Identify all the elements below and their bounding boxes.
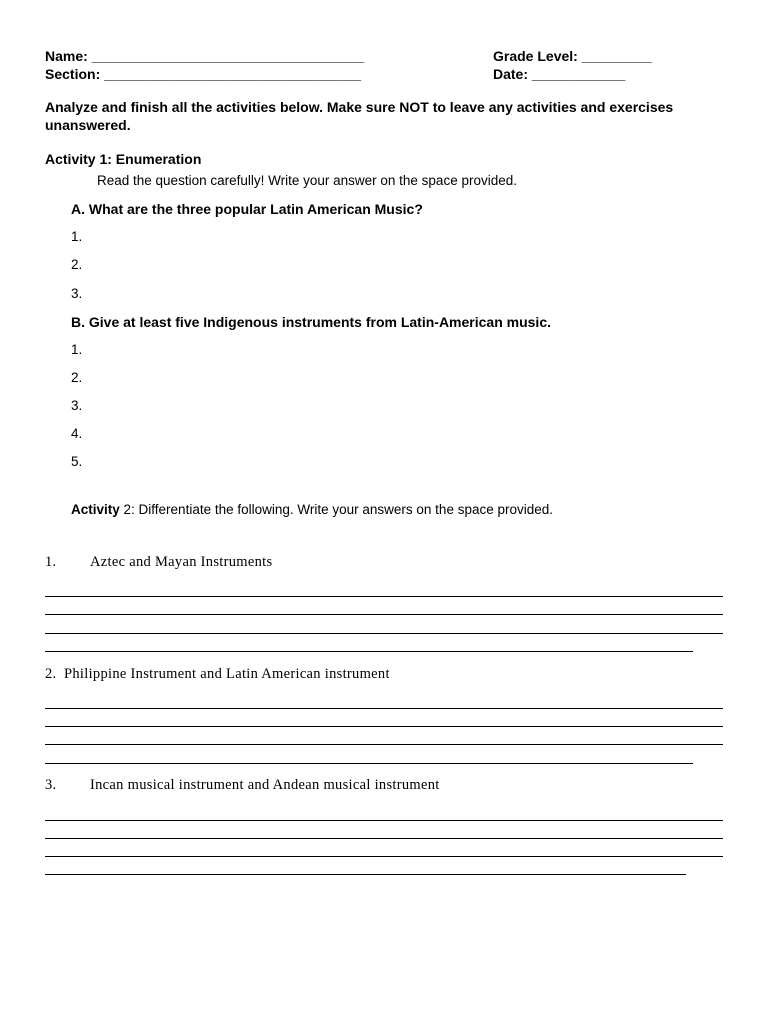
activity-1-direction: Read the question carefully! Write your answer on the space provided.	[97, 173, 517, 188]
activity-2-item-1-number: 1.	[45, 554, 57, 570]
part-b-question: B. Give at least five Indigenous instruments from Latin-American music.	[71, 314, 551, 330]
part-b-item-5: 5.	[71, 454, 83, 469]
answer-line[interactable]	[45, 633, 723, 634]
answer-line[interactable]	[45, 651, 693, 652]
activity-2-title-bold: Activity	[71, 502, 120, 517]
activity-2-item-2-text: Philippine Instrument and Latin American instrument	[64, 666, 390, 682]
instructions-line-1: Analyze and finish all the activities below. Make sure NOT to leave any activities and exercises	[45, 99, 674, 115]
answer-line[interactable]	[45, 596, 723, 597]
part-a-question: A. What are the three popular Latin American Music?	[71, 201, 423, 217]
activity-1-title: Activity 1: Enumeration	[45, 151, 202, 167]
grade-level-field-label: Grade Level: _________	[493, 48, 652, 64]
activity-2-item-3-number: 3.	[45, 777, 57, 793]
part-b-item-4: 4.	[71, 426, 83, 441]
answer-line[interactable]	[45, 708, 723, 709]
answer-line[interactable]	[45, 820, 723, 821]
part-a-item-3: 3.	[71, 286, 83, 301]
activity-2-item-2-number: 2.	[45, 666, 57, 682]
part-b-item-3: 3.	[71, 398, 83, 413]
answer-line[interactable]	[45, 838, 723, 839]
part-b-item-2: 2.	[71, 370, 83, 385]
activity-2-title	[71, 502, 553, 517]
date-field-label: Date: ____________	[493, 66, 626, 82]
answer-line[interactable]	[45, 744, 723, 745]
part-a-item-2: 2.	[71, 257, 83, 272]
part-a-item-1: 1.	[71, 229, 83, 244]
name-field-label: Name: ___________________________________	[45, 48, 365, 64]
answer-line[interactable]	[45, 874, 686, 875]
answer-line[interactable]	[45, 763, 693, 764]
activity-2-item-3-text: Incan musical instrument and Andean musical instrument	[90, 777, 440, 793]
part-b-item-1: 1.	[71, 342, 83, 357]
instructions-line-2: unanswered.	[45, 117, 131, 133]
answer-line[interactable]	[45, 614, 723, 615]
answer-line[interactable]	[45, 726, 723, 727]
activity-2-title-rest: 2: Differentiate the following. Write your answers on the space provided.	[119, 502, 554, 517]
answer-line[interactable]	[45, 856, 723, 857]
section-field-label: Section: _________________________________	[45, 66, 362, 82]
activity-2-item-1-text: Aztec and Mayan Instruments	[90, 554, 273, 570]
